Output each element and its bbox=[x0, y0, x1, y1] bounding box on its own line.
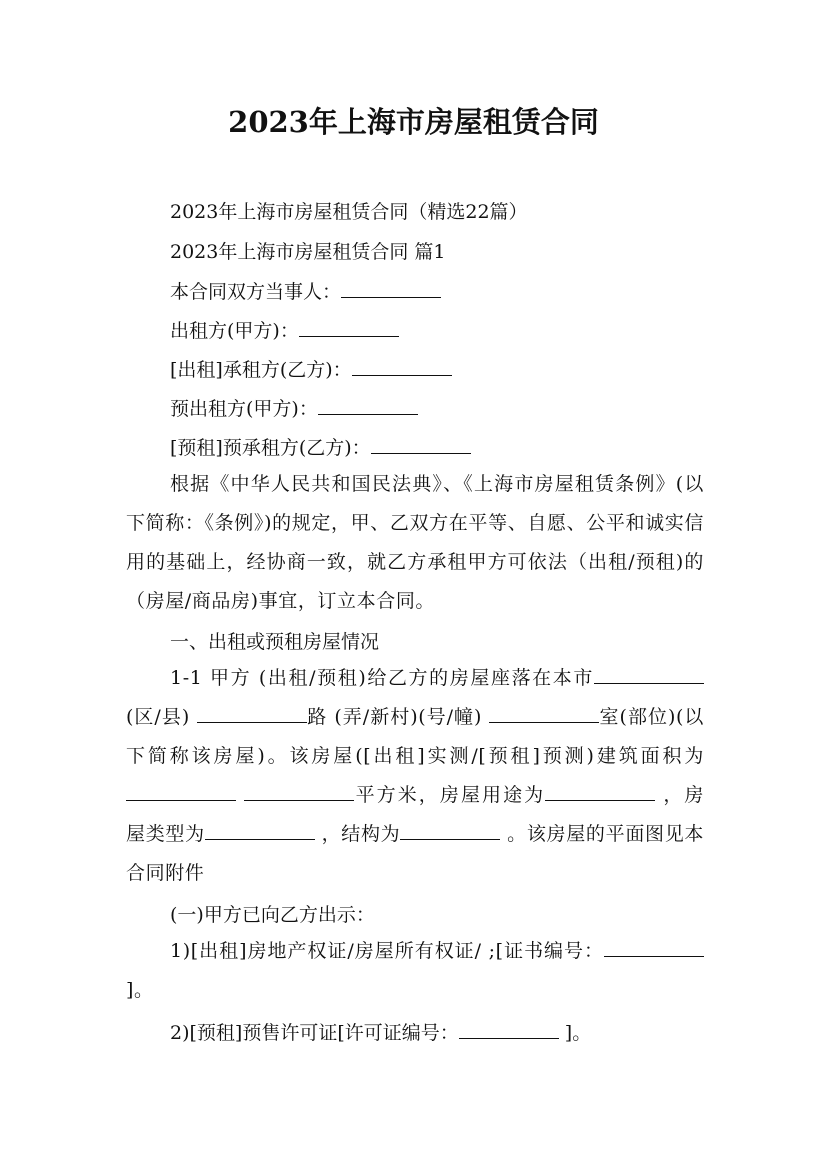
clause-text: ，房屋类型为 bbox=[126, 784, 705, 845]
blank-field bbox=[604, 938, 704, 957]
item-text: ]。 bbox=[126, 979, 154, 1001]
clause-text: 室(部位)(以下简称该房屋)。该房屋([出租]实测/[预租]预测)建筑面积为 bbox=[126, 706, 704, 767]
clause-text: 平方米，房屋用途为 bbox=[354, 784, 546, 806]
parties-label: 本合同双方当事人： bbox=[170, 281, 342, 303]
pre-lessee-line bbox=[170, 435, 471, 460]
blank-field bbox=[545, 782, 655, 801]
blank-field bbox=[594, 665, 704, 684]
parties-line bbox=[170, 279, 441, 304]
blank-field bbox=[341, 279, 441, 298]
item-2 bbox=[170, 1020, 591, 1045]
blank-field bbox=[400, 821, 500, 840]
document-title: 2023年上海市房屋租赁合同 bbox=[228, 105, 599, 139]
pre-lessor-label: 预出租方(甲方)： bbox=[170, 398, 318, 420]
section-heading: 一、出租或预租房屋情况 bbox=[170, 631, 380, 653]
chapter-line: 2023年上海市房屋租赁合同 篇1 bbox=[170, 241, 446, 263]
item-text: 2)[预租]预售许可证[许可证编号： bbox=[170, 1022, 459, 1044]
lessee-line bbox=[170, 357, 452, 382]
clause-text: 1-1 甲方 (出租/预租)给乙方的房屋座落在本市 bbox=[170, 667, 594, 689]
blank-field bbox=[371, 435, 471, 454]
lessor-line bbox=[170, 318, 399, 343]
pre-lessor-line bbox=[170, 396, 418, 421]
blank-field bbox=[489, 704, 599, 723]
clause-text: ，结构为 bbox=[321, 823, 401, 845]
blank-field bbox=[126, 782, 236, 801]
basis-paragraph: 根据《中华人民共和国民法典》、《上海市房屋租赁条例》(以下简称：《条例》)的规定，甲、乙双方在平等、自愿、公平和诚实信用的基础上，经协商一致，就乙方承租甲方可依法（出租/预租)的（房屋/商品房)事宜，订立本合同。 bbox=[126, 473, 704, 612]
blank-field bbox=[205, 821, 315, 840]
subtitle-line: 2023年上海市房屋租赁合同（精选22篇） bbox=[170, 201, 528, 223]
clause-text: 路 (弄/新村)(号/幢) bbox=[306, 706, 483, 728]
sub-heading: (一)甲方已向乙方出示： bbox=[170, 904, 375, 926]
blank-field bbox=[299, 318, 399, 337]
lessee-label: [出租]承租方(乙方)： bbox=[170, 359, 352, 381]
item-text: ]。 bbox=[564, 1022, 592, 1044]
blank-field bbox=[197, 704, 307, 723]
clause-text: 。该房屋的平面图见本合同附件 bbox=[126, 823, 705, 884]
clause-text: (区/县) bbox=[126, 706, 190, 728]
blank-field bbox=[244, 782, 354, 801]
clause-1-1 bbox=[126, 659, 704, 893]
blank-field bbox=[459, 1020, 559, 1039]
lessor-label: 出租方(甲方)： bbox=[170, 320, 299, 342]
blank-field bbox=[352, 357, 452, 376]
item-text: 1)[出租]房地产权证/房屋所有权证/ ;[证书编号： bbox=[170, 940, 604, 962]
item-1 bbox=[126, 932, 704, 1010]
pre-lessee-label: [预租]预承租方(乙方)： bbox=[170, 437, 371, 459]
blank-field bbox=[318, 396, 418, 415]
